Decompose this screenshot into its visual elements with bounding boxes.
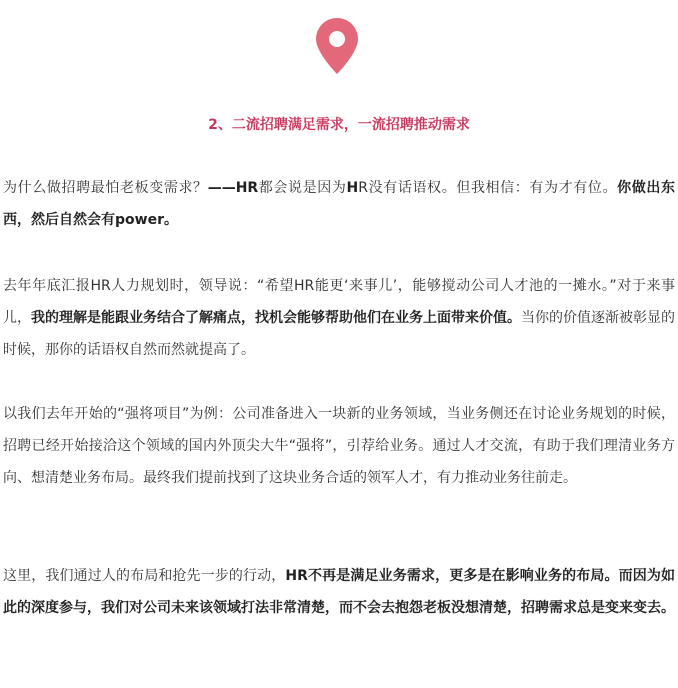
p1-text-3: R没有话语权。但我相信：有为才有位。 xyxy=(358,180,618,196)
section-title: 2、二流招聘满足需求，一流招聘推动需求 xyxy=(208,117,470,133)
location-pin-icon xyxy=(316,18,358,74)
p4-text-1: 这里，我们通过人的布局和抢先一步的行动， xyxy=(3,568,286,584)
p1-bold-2: H xyxy=(346,180,359,196)
p2-bold-1: 我的理解是能跟业务结合了解痛点，找机会能够帮助他们在业务上面带来价值。 xyxy=(31,310,521,326)
p2-text-2: 当你的价值逐渐被彰显的时候，那你的话语权自然而然就提高了。 xyxy=(3,310,675,358)
p1-text-1: 为什么做招聘最怕老板变需求？ xyxy=(3,180,208,196)
p3-text-1: 以我们去年开始的“强将项目”为例：公司准备进入一块新的业务领域，当业务侧还在讨论业务规划的时候，招聘已经开始接洽这个领域的国内外顶尖大牛“强将”，引荐给业务。通过人才交流，有助于我们理清业务方向、想清楚业务布局。最终我们提前找到了这块业务合适的领军人才，有力推动业务往前走。 xyxy=(3,406,675,486)
paragraph-1 xyxy=(3,172,675,236)
paragraph-4 xyxy=(3,560,675,624)
paragraph-2 xyxy=(3,270,675,366)
p4-bold-1: HR不再是满足业务需求，更多是在影响业务的布局。而因为如此的深度参与，我们对公司未来该领域打法非常清楚，而不会去抱怨老板没想清楚，招聘需求总是变来变去。 xyxy=(3,568,675,616)
p1-text-2: 都会说是因为 xyxy=(258,180,347,196)
p1-bold-3: 你做出东西，然后自然会有power。 xyxy=(3,180,676,228)
p2-text-1: 去年年底汇报HR人力规划时，领导说：“希望HR能更‘来事儿’，能够搅动公司人才池的一摊水。”对于来事儿， xyxy=(3,278,675,326)
p1-bold-1: ——HR xyxy=(207,180,259,196)
paragraph-3 xyxy=(3,398,675,494)
